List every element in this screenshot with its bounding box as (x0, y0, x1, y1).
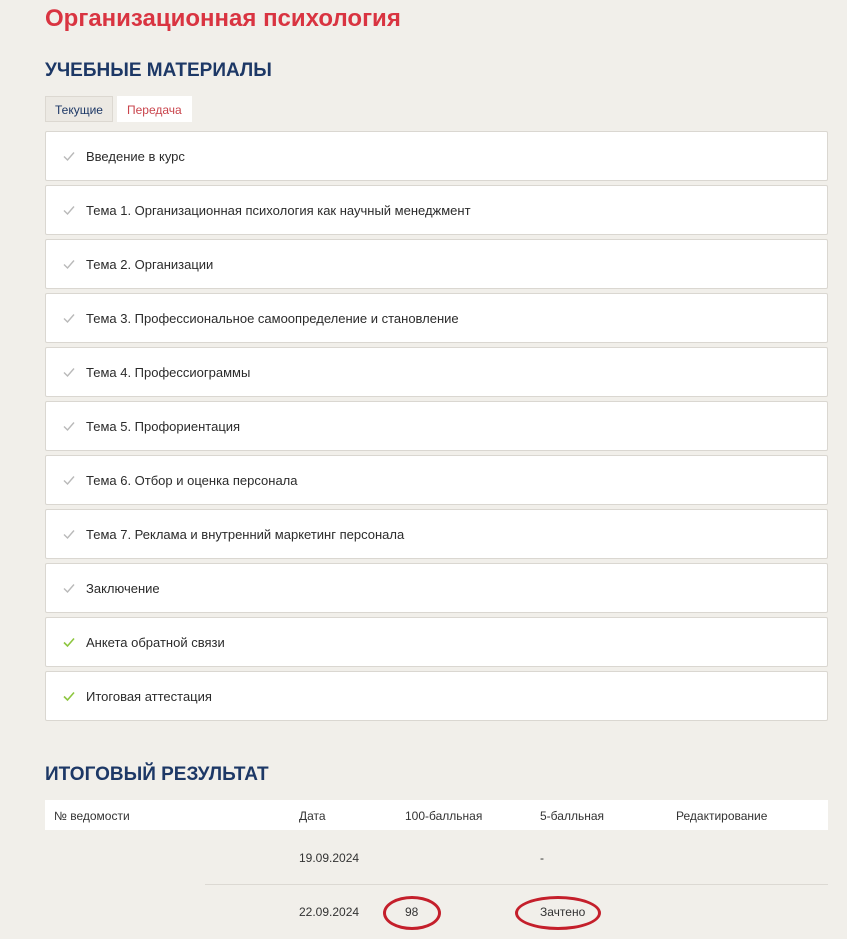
material-item-topic-6[interactable] (45, 455, 828, 505)
row-date: 22.09.2024 (299, 905, 360, 919)
results-table-header (45, 800, 828, 830)
material-item-label: Тема 5. Профориентация (86, 418, 241, 434)
material-item-label: Заключение (86, 580, 160, 596)
check-icon (62, 203, 76, 217)
highlight-ellipse-score-5 (515, 896, 601, 930)
check-icon (62, 311, 76, 325)
header-record-number: № ведомости (54, 809, 130, 823)
material-item-topic-1[interactable] (45, 185, 828, 235)
material-item-label: Тема 6. Отбор и оценка персонала (86, 472, 298, 488)
material-item-topic-4[interactable] (45, 347, 828, 397)
header-score-100: 100-балльная (405, 809, 483, 823)
header-date: Дата (299, 809, 326, 823)
material-item-intro[interactable] (45, 131, 828, 181)
materials-list (45, 131, 828, 725)
material-item-topic-2[interactable] (45, 239, 828, 289)
check-mark (64, 531, 74, 539)
material-item-conclusion[interactable] (45, 563, 828, 613)
row-score-5: - (540, 851, 544, 865)
results-section-title: ИТОГОВЫЙ РЕЗУЛЬТАТ (45, 764, 269, 785)
row-score-5: Зачтено (540, 905, 586, 919)
check-mark (64, 585, 74, 593)
tab-current[interactable]: Текущие (45, 96, 113, 122)
material-item-feedback-survey[interactable] (45, 617, 828, 667)
check-mark (64, 477, 74, 485)
material-item-label: Введение в курс (86, 148, 185, 164)
header-edit: Редактирование (676, 809, 768, 823)
check-mark (64, 261, 74, 269)
row-date: 19.09.2024 (299, 851, 360, 865)
material-item-label: Тема 1. Организационная психология как научный менеджмент (86, 202, 471, 218)
material-item-topic-7[interactable] (45, 509, 828, 559)
check-icon (62, 257, 76, 271)
check-mark (64, 315, 74, 323)
materials-section-title: УЧЕБНЫЕ МАТЕРИАЛЫ (45, 60, 272, 81)
material-item-topic-3[interactable] (45, 293, 828, 343)
check-icon (62, 365, 76, 379)
material-item-label: Тема 2. Организации (86, 256, 214, 272)
check-mark (64, 153, 74, 161)
materials-tabs (45, 96, 192, 122)
material-item-label: Итоговая аттестация (86, 688, 212, 704)
check-mark (64, 423, 74, 431)
check-mark (64, 207, 74, 215)
check-icon (62, 473, 76, 487)
material-item-final-attestation[interactable] (45, 671, 828, 721)
check-icon (62, 527, 76, 541)
material-item-label: Тема 4. Профессиограммы (86, 364, 251, 380)
tab-retake[interactable]: Передача (117, 96, 192, 122)
material-item-label: Анкета обратной связи (86, 634, 225, 650)
material-item-topic-5[interactable] (45, 401, 828, 451)
check-mark (64, 693, 74, 701)
check-icon (62, 635, 76, 649)
material-item-label: Тема 3. Профессиональное самоопределение и становление (86, 310, 459, 326)
row-score-100: 98 (405, 905, 419, 919)
check-icon (62, 581, 76, 595)
highlight-ellipse-score-100 (383, 896, 441, 930)
check-icon (62, 689, 76, 703)
header-score-5: 5-балльная (540, 809, 604, 823)
row-divider (205, 884, 828, 885)
check-mark (64, 369, 74, 377)
course-title: Организационная психология (45, 5, 401, 32)
check-icon (62, 419, 76, 433)
material-item-label: Тема 7. Реклама и внутренний маркетинг персонала (86, 526, 405, 542)
check-icon (62, 149, 76, 163)
check-mark (64, 639, 74, 647)
